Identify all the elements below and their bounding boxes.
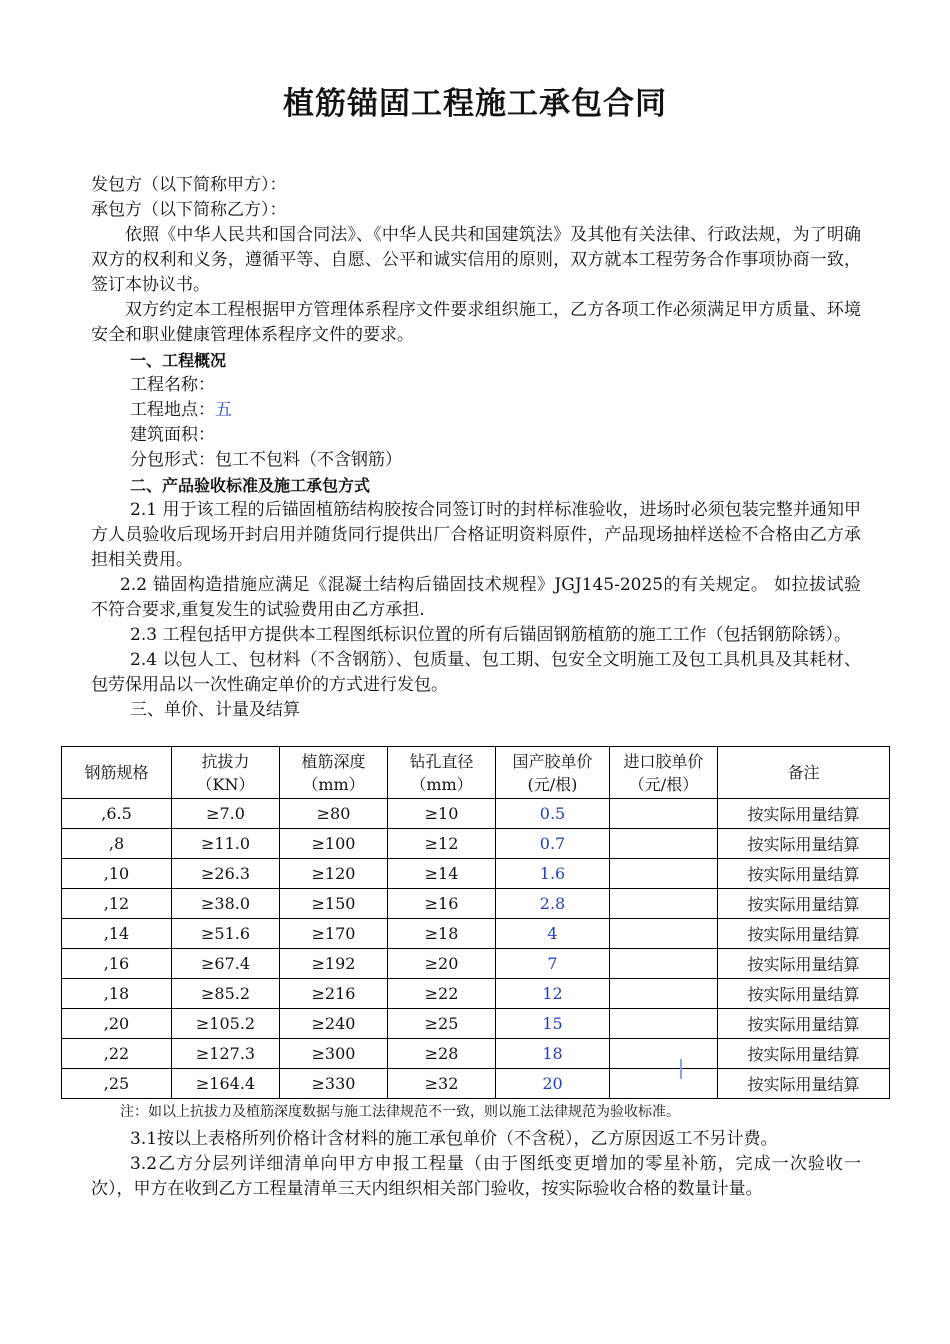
cell-remark: 按实际用量结算 [718, 979, 890, 1009]
cell-force: ≥105.2 [172, 1009, 280, 1039]
building-area-label: 建筑面积： [130, 425, 215, 445]
cell-depth: ≥216 [280, 979, 388, 1009]
clause-2-2: 2.2 锚固构造措施应满足《混凝土结构后锚固技术规程》JGJ145-2025的有关规定。 如拉拔试验不符合要求,重复发生的试验费用由乙方承担. [91, 575, 861, 620]
cell-diameter: ≥12 [388, 829, 496, 859]
cell-depth: ≥330 [280, 1069, 388, 1099]
header-depth: 植筋深度 （mm） [280, 747, 388, 799]
cell-force: ≥11.0 [172, 829, 280, 859]
issuer-line: 发包方（以下简称甲方）： [91, 175, 287, 195]
clause-2-1: 2.1 用于该工程的后锚固植筋结构胶按合同签订时的封样标准验收，进场时必须包装完整并通知甲方人员验收后现场开封启用并随货同行提供出厂合格证明资料原件，产品现场抽样送检不合格由乙方承担相关费用。 [91, 500, 861, 570]
header-spec: 钢筋规格 [62, 747, 172, 799]
header-hole-diameter: 钻孔直径 （mm） [388, 747, 496, 799]
cell-domestic-price: 12 [496, 979, 610, 1009]
cell-import-price [610, 1039, 718, 1069]
cell-import-price [610, 949, 718, 979]
section-2-heading: 二、产品验收标准及施工承包方式 [130, 476, 371, 495]
section-1-heading: 一、工程概况 [130, 351, 227, 370]
cell-remark: 按实际用量结算 [718, 799, 890, 829]
cell-spec: ,16 [62, 949, 172, 979]
cell-spec: ,20 [62, 1009, 172, 1039]
cell-remark: 按实际用量结算 [718, 889, 890, 919]
cell-diameter: ≥22 [388, 979, 496, 1009]
cell-force: ≥164.4 [172, 1069, 280, 1099]
cell-import-price [610, 979, 718, 1009]
table-row [62, 829, 890, 859]
table-row [62, 889, 890, 919]
intro-paragraph-2: 双方约定本工程根据甲方管理体系程序文件要求组织施工，乙方各项工作必须满足甲方质量、环境安全和职业健康管理体系程序文件的要求。 [91, 300, 861, 345]
cell-remark: 按实际用量结算 [718, 859, 890, 889]
cell-force: ≥67.4 [172, 949, 280, 979]
cell-depth: ≥120 [280, 859, 388, 889]
cell-import-price [610, 1009, 718, 1039]
cell-spec: ,25 [62, 1069, 172, 1099]
cell-remark: 按实际用量结算 [718, 949, 890, 979]
cell-remark: 按实际用量结算 [718, 919, 890, 949]
cell-depth: ≥170 [280, 919, 388, 949]
clause-2-3: 2.3 工程包括甲方提供本工程图纸标识位置的所有后锚固钢筋植筋的施工工作（包括钢筋除锈）。 [130, 625, 851, 645]
header-remark: 备注 [718, 747, 890, 799]
cell-spec: ,8 [62, 829, 172, 859]
project-name-label: 工程名称： [130, 375, 215, 395]
header-pullout-force: 抗拔力 （KN） [172, 747, 280, 799]
section-3-heading: 三、单价、计量及结算 [130, 700, 300, 720]
cell-import-price [610, 799, 718, 829]
cell-domestic-price: 1.6 [496, 859, 610, 889]
intro-paragraph-1: 依照《中华人民共和国合同法》、《中华人民共和国建筑法》及其他有关法律、行政法规，为了明确双方的权利和义务，遵循平等、自愿、公平和诚实信用的原则，双方就本工程劳务合作事项协商一致，签订本协议书。 [91, 225, 861, 295]
table-row [62, 949, 890, 979]
cell-domestic-price: 15 [496, 1009, 610, 1039]
cell-domestic-price: 2.8 [496, 889, 610, 919]
cell-domestic-price: 4 [496, 919, 610, 949]
cell-import-price [610, 829, 718, 859]
cell-spec: ,6.5 [62, 799, 172, 829]
cell-diameter: ≥28 [388, 1039, 496, 1069]
project-location-line [91, 398, 861, 423]
table-row [62, 859, 890, 889]
cell-remark: 按实际用量结算 [718, 1009, 890, 1039]
cell-spec: ,10 [62, 859, 172, 889]
cell-spec: ,22 [62, 1039, 172, 1069]
cell-depth: ≥300 [280, 1039, 388, 1069]
cell-import-price [610, 919, 718, 949]
cell-diameter: ≥10 [388, 799, 496, 829]
cell-domestic-price: 0.5 [496, 799, 610, 829]
cell-depth: ≥240 [280, 1009, 388, 1039]
cell-import-price [610, 1069, 718, 1099]
cell-depth: ≥100 [280, 829, 388, 859]
building-area-line [91, 423, 861, 448]
cell-force: ≥7.0 [172, 799, 280, 829]
subcontract-form-value: 包工不包料（不含钢筋） [215, 450, 402, 470]
contractor-line: 承包方（以下简称乙方）： [91, 200, 287, 220]
table-row [62, 799, 890, 829]
cell-remark: 按实际用量结算 [718, 829, 890, 859]
table-row [62, 979, 890, 1009]
cell-force: ≥26.3 [172, 859, 280, 889]
cell-spec: ,18 [62, 979, 172, 1009]
cell-diameter: ≥25 [388, 1009, 496, 1039]
cell-import-price [610, 889, 718, 919]
contract-body [91, 173, 861, 723]
project-location-label: 工程地点： [130, 400, 215, 420]
header-domestic-price: 国产胶单价 (元/根) [496, 747, 610, 799]
subcontract-form-label: 分包形式： [130, 450, 215, 470]
table-row [62, 1009, 890, 1039]
section-3-clauses [91, 1127, 861, 1202]
cell-diameter: ≥32 [388, 1069, 496, 1099]
clause-3-1: 3.1按以上表格所列价格计含材料的施工承包单价（不含税），乙方原因返工不另计费。 [130, 1129, 778, 1149]
cell-remark: 按实际用量结算 [718, 1069, 890, 1099]
cell-import-price [610, 859, 718, 889]
text-cursor-mark [680, 1059, 682, 1079]
cell-force: ≥85.2 [172, 979, 280, 1009]
cell-domestic-price: 18 [496, 1039, 610, 1069]
cell-domestic-price: 7 [496, 949, 610, 979]
clause-2-4: 2.4 以包人工、包材料（不含钢筋）、包质量、包工期、包安全文明施工及包工具机具及其耗材、包劳保用品以一次性确定单价的方式进行发包。 [91, 650, 861, 695]
clause-3-2: 3.2乙方分层列详细清单向甲方申报工程量（由于图纸变更增加的零星补筋，完成一次验收一次），甲方在收到乙方工程量清单三天内组织相关部门验收，按实际验收合格的数量计量。 [91, 1154, 861, 1199]
cell-diameter: ≥20 [388, 949, 496, 979]
table-row [62, 1039, 890, 1069]
cell-depth: ≥192 [280, 949, 388, 979]
table-header-row [62, 747, 890, 799]
subcontract-form-line [91, 448, 861, 473]
cell-diameter: ≥18 [388, 919, 496, 949]
document-title: 植筋锚固工程施工承包合同 [283, 86, 667, 122]
project-name-line [91, 373, 861, 398]
project-location-value: 五 [215, 400, 232, 420]
cell-domestic-price: 0.7 [496, 829, 610, 859]
header-import-price: 进口胶单价 （元/根） [610, 747, 718, 799]
cell-diameter: ≥16 [388, 889, 496, 919]
cell-depth: ≥150 [280, 889, 388, 919]
cell-spec: ,14 [62, 919, 172, 949]
cell-force: ≥127.3 [172, 1039, 280, 1069]
table-row [62, 1069, 890, 1099]
table-note: 注：如以上抗拔力及植筋深度数据与施工法律规范不一致，则以施工法律规范为验收标准。 [120, 1104, 680, 1120]
cell-depth: ≥80 [280, 799, 388, 829]
cell-domestic-price: 20 [496, 1069, 610, 1099]
table-row [62, 919, 890, 949]
cell-spec: ,12 [62, 889, 172, 919]
cell-force: ≥51.6 [172, 919, 280, 949]
price-table [61, 746, 890, 1099]
cell-force: ≥38.0 [172, 889, 280, 919]
cell-diameter: ≥14 [388, 859, 496, 889]
cell-remark: 按实际用量结算 [718, 1039, 890, 1069]
